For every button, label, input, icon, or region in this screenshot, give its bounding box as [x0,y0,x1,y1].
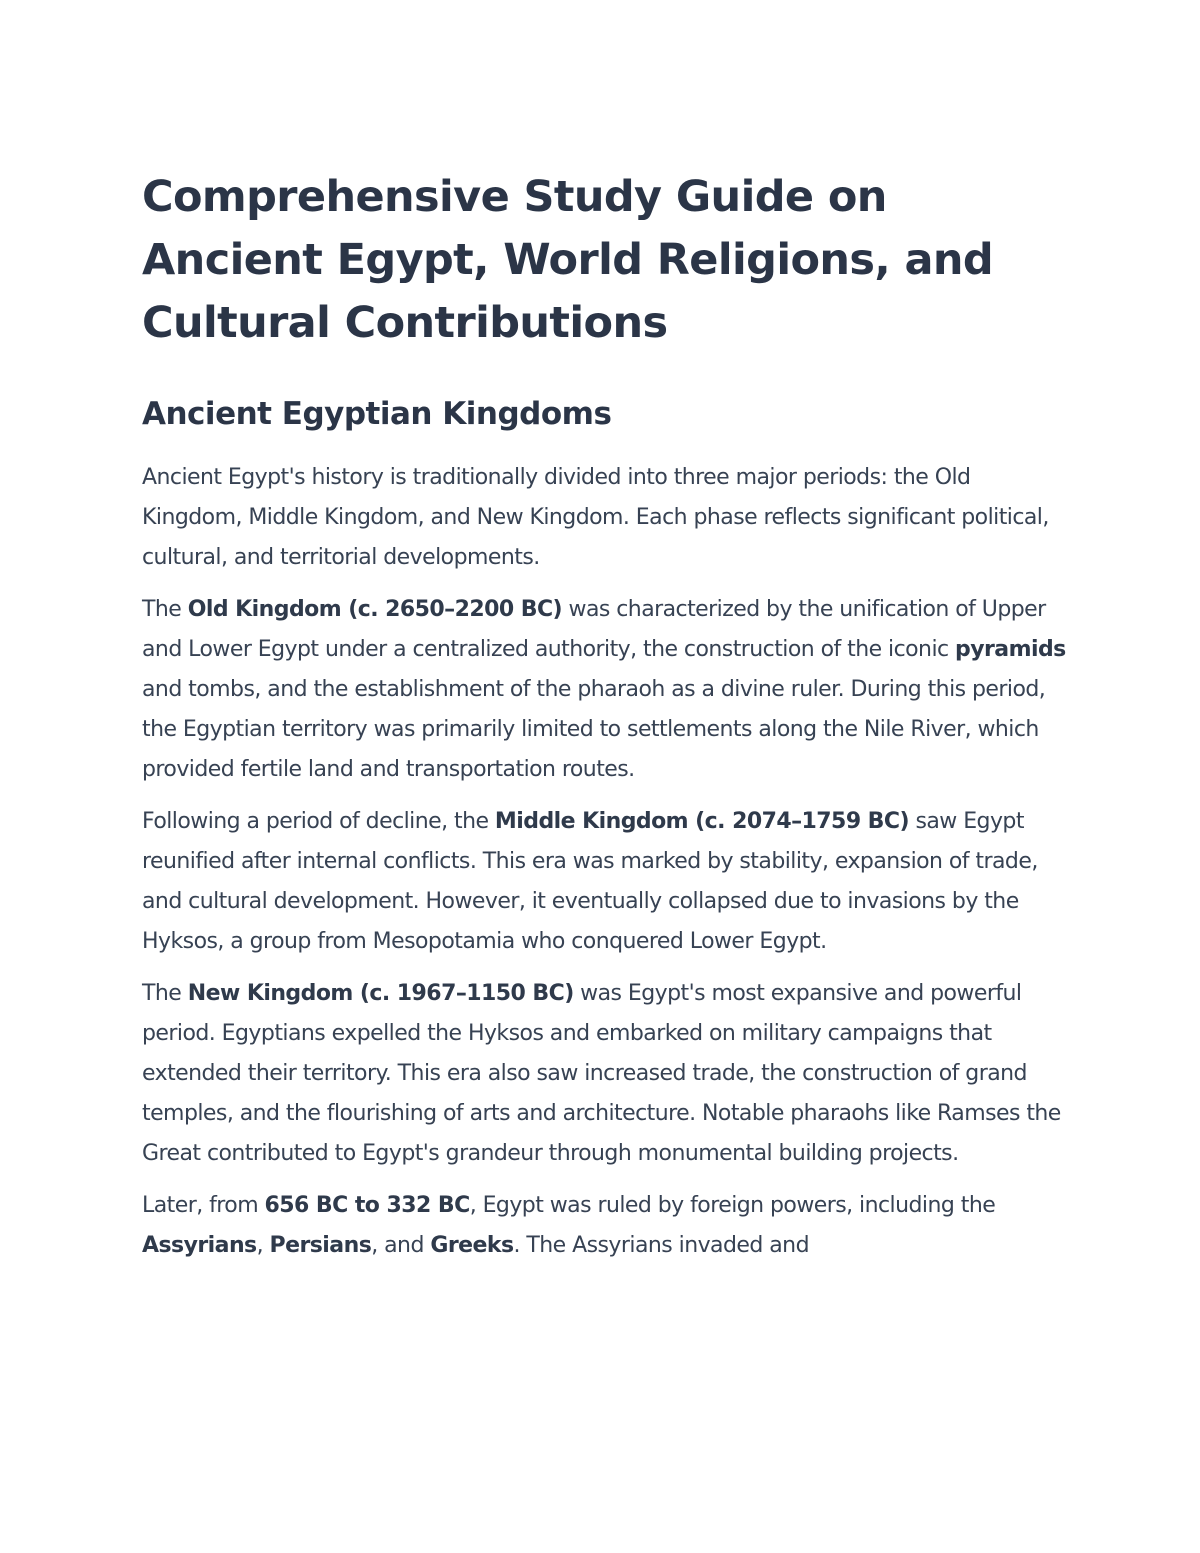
bold-term-greeks: Greeks [430,1233,514,1258]
paragraph-text: Following a period of decline, the [142,809,495,834]
paragraph-text: Ancient Egypt's history is traditionally divided into three major periods: the Old Kingdom, Middle Kingdom, and New Kingdom. Each phase reflects significant political, cultural, and territorial developments. [142,465,1049,570]
paragraph-text: was characterized by the unification of Upper and Lower Egypt under a centralized authority, the construction of the iconic [142,597,1046,662]
bold-term-persians: Persians [269,1233,372,1258]
paragraph-text: was Egypt's most expansive and powerful period. Egyptians expelled the Hyksos and embarked on military campaigns that extended their territory. This era also saw increased trade, the construction of grand temples, and the flourishing of arts and architecture. Notable pharaohs like Ramses the Great contributed to Egypt's grandeur through monumental building projects. [142,981,1061,1166]
section-heading: Ancient Egyptian Kingdoms [142,396,612,432]
document-title: Comprehensive Study Guide on Ancient Egypt, World Religions, and Cultural Contributions [142,172,994,348]
bold-term-new-kingdom: New Kingdom (c. 1967–1150 BC) [187,981,574,1006]
bold-term-assyrians: Assyrians [142,1233,257,1258]
paragraph-text: , Egypt was ruled by foreign powers, including the [469,1193,996,1218]
paragraph-text: saw Egypt reunified after internal conflicts. This era was marked by stability, expansion of trade, and cultural development. However, it eventually collapsed due to invasions by the Hyksos, a group from Mesopotamia who conquered Lower Egypt. [142,809,1038,954]
bold-term-dates: 656 BC to 332 BC [264,1193,470,1218]
paragraph-text: , and [371,1233,431,1258]
paragraph-old-kingdom [142,590,1072,790]
paragraph-text: The [142,597,188,622]
paragraph-middle-kingdom [142,802,1072,962]
document-page [142,166,1072,1266]
paragraph-text: and tombs, and the establishment of the pharaoh as a divine ruler. During this period, the Egyptian territory was primarily limited to settlements along the Nile River, which provided fertile land and transportation routes. [142,677,1046,782]
paragraph-new-kingdom [142,974,1072,1174]
paragraph-text: Later, from [142,1193,265,1218]
bold-term-pyramids: pyramids [955,637,1066,662]
bold-term-middle-kingdom: Middle Kingdom (c. 2074–1759 BC) [494,809,910,834]
paragraph-foreign-rule [142,1186,1072,1266]
bold-term-old-kingdom: Old Kingdom (c. 2650–2200 BC) [187,597,563,622]
paragraph-intro [142,458,1072,578]
paragraph-text: , [256,1233,270,1258]
paragraph-text: The [142,981,188,1006]
paragraph-text: . The Assyrians invaded and [513,1233,809,1258]
